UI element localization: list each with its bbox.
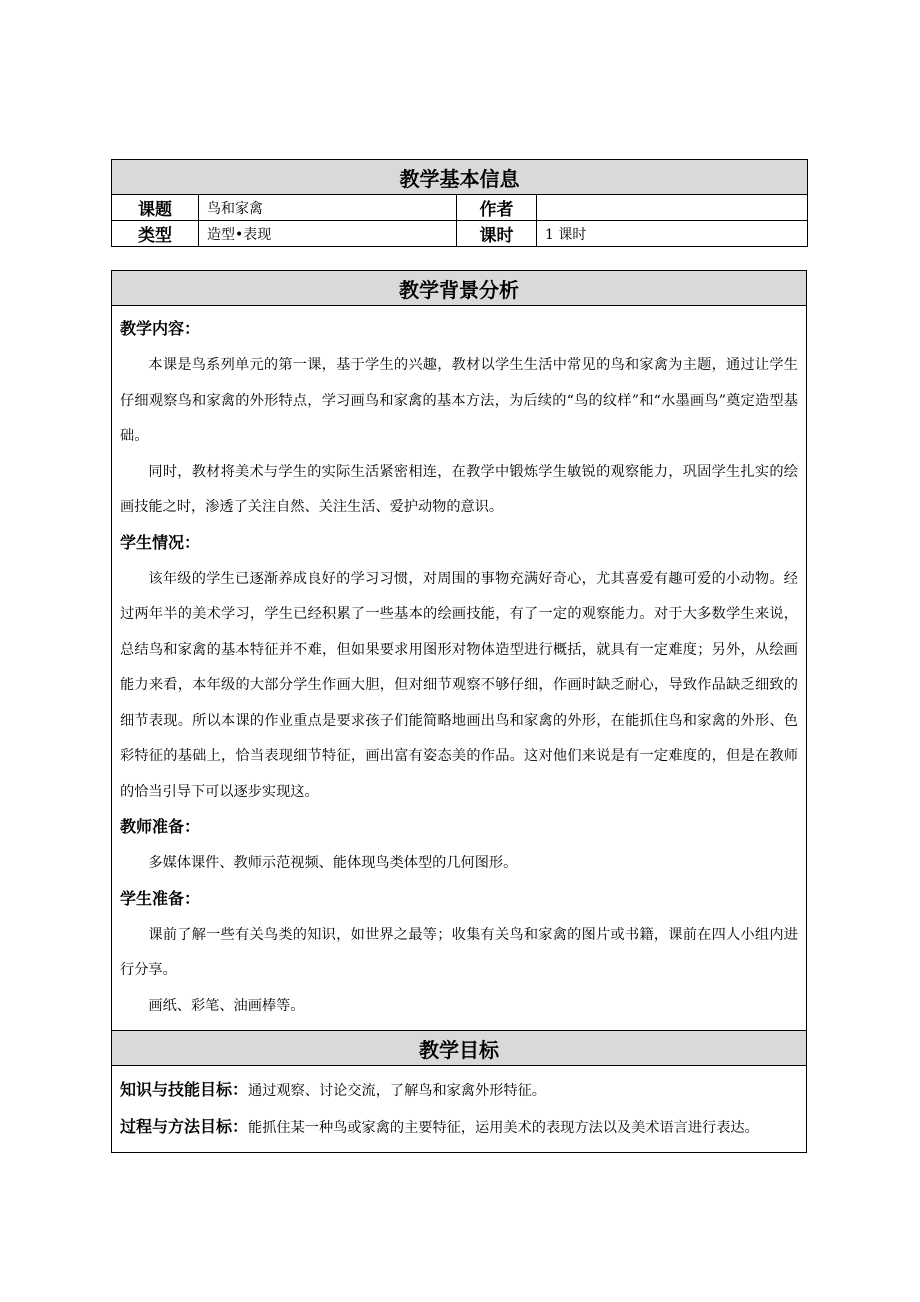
- student-paragraph: 该年级的学生已逐渐养成良好的学习习惯，对周围的事物充满好奇心，尤其喜爱有趣可爱的小动物。经过两年半的美术学习，学生已经积累了一些基本的绘画技能，有了一定的观察能力。对于大多数学生来说，总结鸟和家禽的基本特征并不难，但如果要求用图形对物体造型进行概括，就具有一定难度；另外，从绘画能力来看，本年级的大部分学生作画大胆，但对细节观察不够仔细，作画时缺乏耐心，导致作品缺乏细致的细节表现。所以本课的作业重点是要求孩子们能简略地画出鸟和家禽的外形，在能抓住鸟和家禽的外形、色彩特征的基础上，恰当表现细节特征，画出富有姿态美的作品。这对他们来说是有一定难度的，但是在教师的恰当引导下可以逐步实现这。: [120, 570, 798, 800]
- teacher-prep-title: 教师准备：: [120, 817, 201, 836]
- goals-content: [112, 1066, 807, 1153]
- background-content: [112, 306, 807, 1031]
- teacher-prep-paragraph: 多媒体课件、教师示范视频、能体现鸟类体型的几何图形。: [148, 855, 518, 871]
- process-goal-label: 过程与方法目标：: [120, 1117, 249, 1136]
- student-prep-title: 学生准备：: [120, 888, 201, 908]
- student-section-title: 学生情况：: [120, 532, 201, 552]
- hours-label: 课时: [457, 221, 537, 247]
- content-section-title: 教学内容：: [120, 319, 201, 338]
- knowledge-goal-text: 通过观察、讨论交流，了解鸟和家禽外形特征。: [248, 1083, 546, 1099]
- type-label: 类型: [112, 221, 199, 247]
- type-value: 造型•表现: [199, 221, 457, 247]
- basic-info-table: [111, 159, 808, 247]
- knowledge-goal: [120, 1072, 798, 1109]
- teaching-background-table: [111, 270, 807, 1153]
- content-paragraph-2: 同时，教材将美术与学生的实际生活紧密相连，在教学中锻炼学生敏锐的观察能力，巩固学生扎实的绘画技能之时，渗透了关注自然、关注生活、爱护动物的意识。: [120, 463, 798, 515]
- basic-info-heading: 教学基本信息: [112, 160, 808, 195]
- student-prep-paragraph-1: 课前了解一些有关鸟类的知识，如世界之最等；收集有关鸟和家禽的图片或书籍，课前在四人小组内进行分享。: [120, 926, 798, 978]
- goals-heading: 教学目标: [112, 1031, 807, 1066]
- author-label: 作者: [457, 195, 537, 221]
- knowledge-goal-label: 知识与技能目标：: [120, 1080, 249, 1099]
- student-prep-paragraph-2: 画纸、彩笔、油画棒等。: [148, 997, 305, 1014]
- process-goal-text: 能抓住某一种鸟或家禽的主要特征，运用美术的表现方法以及美术语言进行表达。: [248, 1120, 759, 1136]
- hours-value: 1 课时: [537, 221, 808, 247]
- author-value: [537, 195, 808, 221]
- topic-value: 鸟和家禽: [199, 195, 457, 221]
- background-heading: 教学背景分析: [112, 271, 807, 306]
- content-paragraph-1: 本课是鸟系列单元的第一课，基于学生的兴趣，教材以学生生活中常见的鸟和家禽为主题，通过让学生仔细观察鸟和家禽的外形特点，学习画鸟和家禽的基本方法，为后续的“鸟的纹样”和“水墨画鸟”奠定造型基础。: [120, 357, 798, 444]
- process-goal: [120, 1109, 798, 1146]
- topic-label: 课题: [112, 195, 199, 221]
